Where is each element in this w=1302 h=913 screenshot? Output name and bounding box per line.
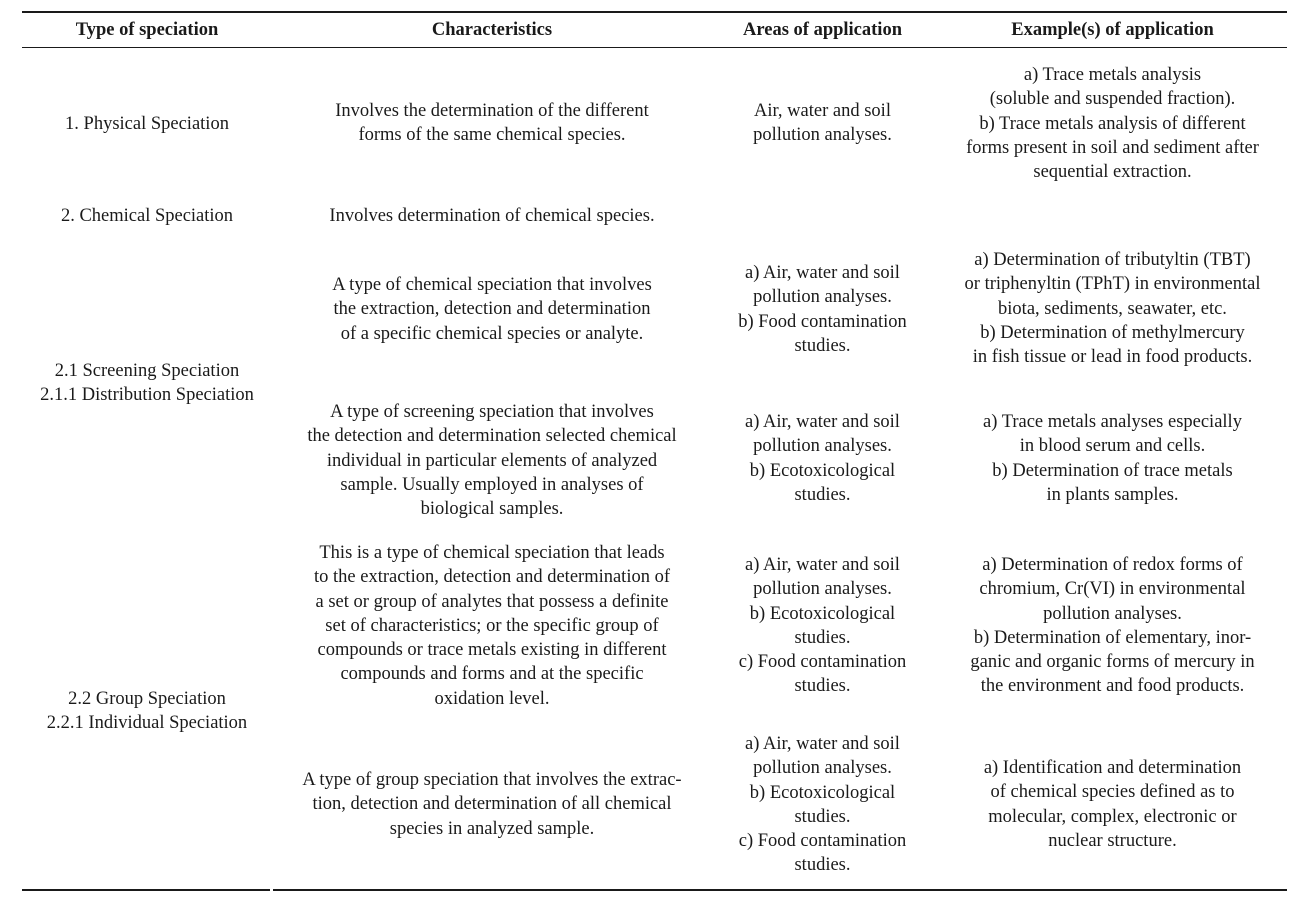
physical-type: 1. Physical Speciation xyxy=(65,114,229,134)
chemical-characteristics: Involves determination of chemical species. xyxy=(329,206,655,226)
screening-examples: a) Determination of tributyltin (TBT) or triphenyltin (TPhT) in environmental biota, sediments, seawater, etc. b) Determination of methylmercury in fish tissue or lead in food products. xyxy=(964,250,1261,368)
table-bottom-rule-right xyxy=(273,889,1287,891)
header-examples: Example(s) of application xyxy=(1011,20,1214,40)
group-examples: a) Determination of redox forms of chromium, Cr(VI) in environmental pollution analyses. b) Determination of elementary, inor- ganic and organic forms of mercury in the environment and food products. xyxy=(970,555,1255,697)
distribution-areas: a) Air, water and soil pollution analyses. b) Ecotoxicological studies. xyxy=(745,412,900,505)
group-individual-type: 2.2 Group Speciation 2.2.1 Individual Speciation xyxy=(46,689,248,734)
screening-areas: a) Air, water and soil pollution analyses. b) Food contamination studies. xyxy=(738,263,907,356)
distribution-characteristics: A type of screening speciation that involves the detection and determination selected chemical individual in particular elements of analyzed sample. Usually employed in analyses of biological samples. xyxy=(307,402,677,520)
header-areas: Areas of application xyxy=(743,20,902,40)
group-areas: a) Air, water and soil pollution analyses. b) Ecotoxicological studies. c) Food contamination studies. xyxy=(738,555,907,697)
physical-characteristics: Involves the determination of the different forms of the same chemical species. xyxy=(335,101,649,146)
individual-examples: a) Identification and determination of chemical species defined as to molecular, complex, electronic or nuclear structure. xyxy=(983,758,1242,851)
physical-examples: a) Trace metals analysis (soluble and suspended fraction). b) Trace metals analysis of different forms present in soil and sediment after sequential extraction. xyxy=(966,65,1259,183)
screening-distribution-type: 2.1 Screening Speciation 2.1.1 Distribution Speciation xyxy=(40,361,254,406)
header-type: Type of speciation xyxy=(75,20,219,40)
individual-characteristics: A type of group speciation that involves the extrac- tion, detection and determination of all chemical species in analyzed sample. xyxy=(302,770,682,839)
physical-areas: Air, water and soil pollution analyses. xyxy=(753,101,892,146)
group-characteristics: This is a type of chemical speciation that leads to the extraction, detection and determination of a set or group of analytes that possess a definite set of characteristics; or the specific group of compounds or trace metals existing in different compounds and forms and at the specific oxidation level. xyxy=(314,543,670,709)
chemical-type: 2. Chemical Speciation xyxy=(60,206,234,226)
screening-characteristics: A type of chemical speciation that involves the extraction, detection and determination of a specific chemical species or analyte. xyxy=(332,275,652,344)
individual-areas: a) Air, water and soil pollution analyses. b) Ecotoxicological studies. c) Food contamination studies. xyxy=(738,734,907,876)
table-bottom-rule-left xyxy=(22,889,270,891)
table-top-rule xyxy=(22,11,1287,13)
header-characteristics: Characteristics xyxy=(431,20,553,40)
table-header-rule xyxy=(22,47,1287,48)
distribution-examples: a) Trace metals analyses especially in blood serum and cells. b) Determination of trace metals in plants samples. xyxy=(983,412,1242,505)
